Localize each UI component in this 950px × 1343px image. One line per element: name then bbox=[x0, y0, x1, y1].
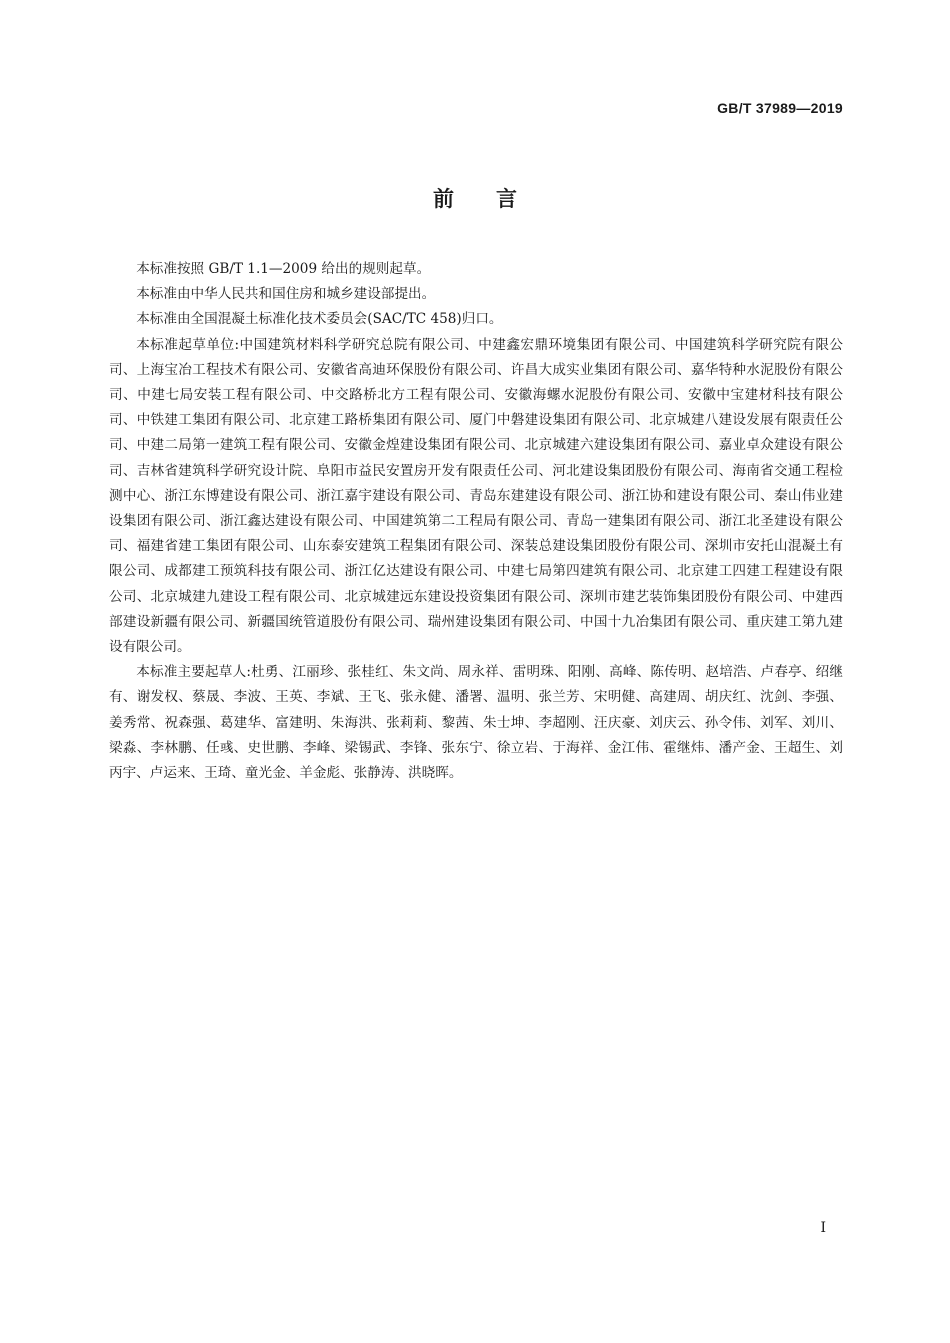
standard-number: GB/T 37989—2019 bbox=[717, 100, 843, 116]
paragraph-drafters: 本标准主要起草人:杜勇、江丽珍、张桂红、朱文尚、周永祥、雷明珠、阳刚、高峰、陈传明、赵培浩、卢春亭、绍继有、谢发权、蔡晟、李波、王英、李斌、王飞、张永健、潘署、温明、张兰芳、宋明健、高建周、胡庆红、沈剑、李强、姜秀常、祝森强、葛建华、富建明、朱海洪、张莉莉、黎茜、朱士坤、李超刚、汪庆豪、刘庆云、孙令伟、刘军、刘川、梁淼、李林鹏、任彧、史世鹏、李峰、梁锡武、李锋、张东宁、徐立岩、于海祥、金江伟、霍继炜、潘产金、王超生、刘丙宇、卢运来、王琦、童光金、羊金彪、张静涛、洪晓晖。 bbox=[109, 664, 843, 782]
paragraph-drafting-units: 本标准起草单位:中国建筑材料科学研究总院有限公司、中建鑫宏鼎环境集团有限公司、中国建筑科学研究院有限公司、上海宝冶工程技术有限公司、安徽省高迪环保股份有限公司、许昌大成实业集团有限公司、嘉华特种水泥股份有限公司、中建七局安装工程有限公司、中交路桥北方工程有限公司、安徽海螺水泥股份有限公司、安徽中宝建材科技有限公司、中铁建工集团有限公司、北京建工路桥集团有限公司、厦门中磐建设集团有限公司、北京城建八建设发展有限责任公司、中建二局第一建筑工程有限公司、安徽金煌建设集团有限公司、北京城建六建设集团有限公司、嘉业卓众建设有限公司、吉林省建筑科学研究设计院、阜阳市益民安置房开发有限责任公司、河北建设集团股份有限公司、海南省交通工程检测中心、浙江东博建设有限公司、浙江嘉宇建设有限公司、青岛东建建设有限公司、浙江协和建设有限公司、秦山伟业建设集团有限公司、浙江鑫达建设有限公司、中国建筑第二工程局有限公司、青岛一建集团有限公司、浙江北圣建设有限公司、福建省建工集团有限公司、山东泰安建筑工程集团有限公司、深装总建设集团股份有限公司、深圳市安托山混凝土有限公司、成都建工预筑科技有限公司、浙江亿达建设有限公司、中建七局第四建筑有限公司、北京建工四建工程建设有限公司、北京城建九建设工程有限公司、北京城建远东建设投资集团有限公司、深圳市建艺装饰集团股份有限公司、中建西部建设新疆有限公司、新疆国统管道股份有限公司、瑞州建设集团有限公司、中国十九冶集团有限公司、重庆建工第九建设有限公司。 bbox=[109, 336, 843, 656]
page-number: I bbox=[820, 1220, 826, 1236]
page-title: 前言 bbox=[433, 187, 559, 211]
paragraph-drafting-rules: 本标准按照 GB/T 1.1—2009 给出的规则起草。 bbox=[136, 261, 431, 277]
paragraph-proposed-by: 本标准由中华人民共和国住房和城乡建设部提出。 bbox=[136, 286, 436, 303]
paragraph-centralized-by: 本标准由全国混凝土标准化技术委员会(SAC/TC 458)归口。 bbox=[136, 311, 503, 328]
foreword-body bbox=[109, 257, 843, 786]
